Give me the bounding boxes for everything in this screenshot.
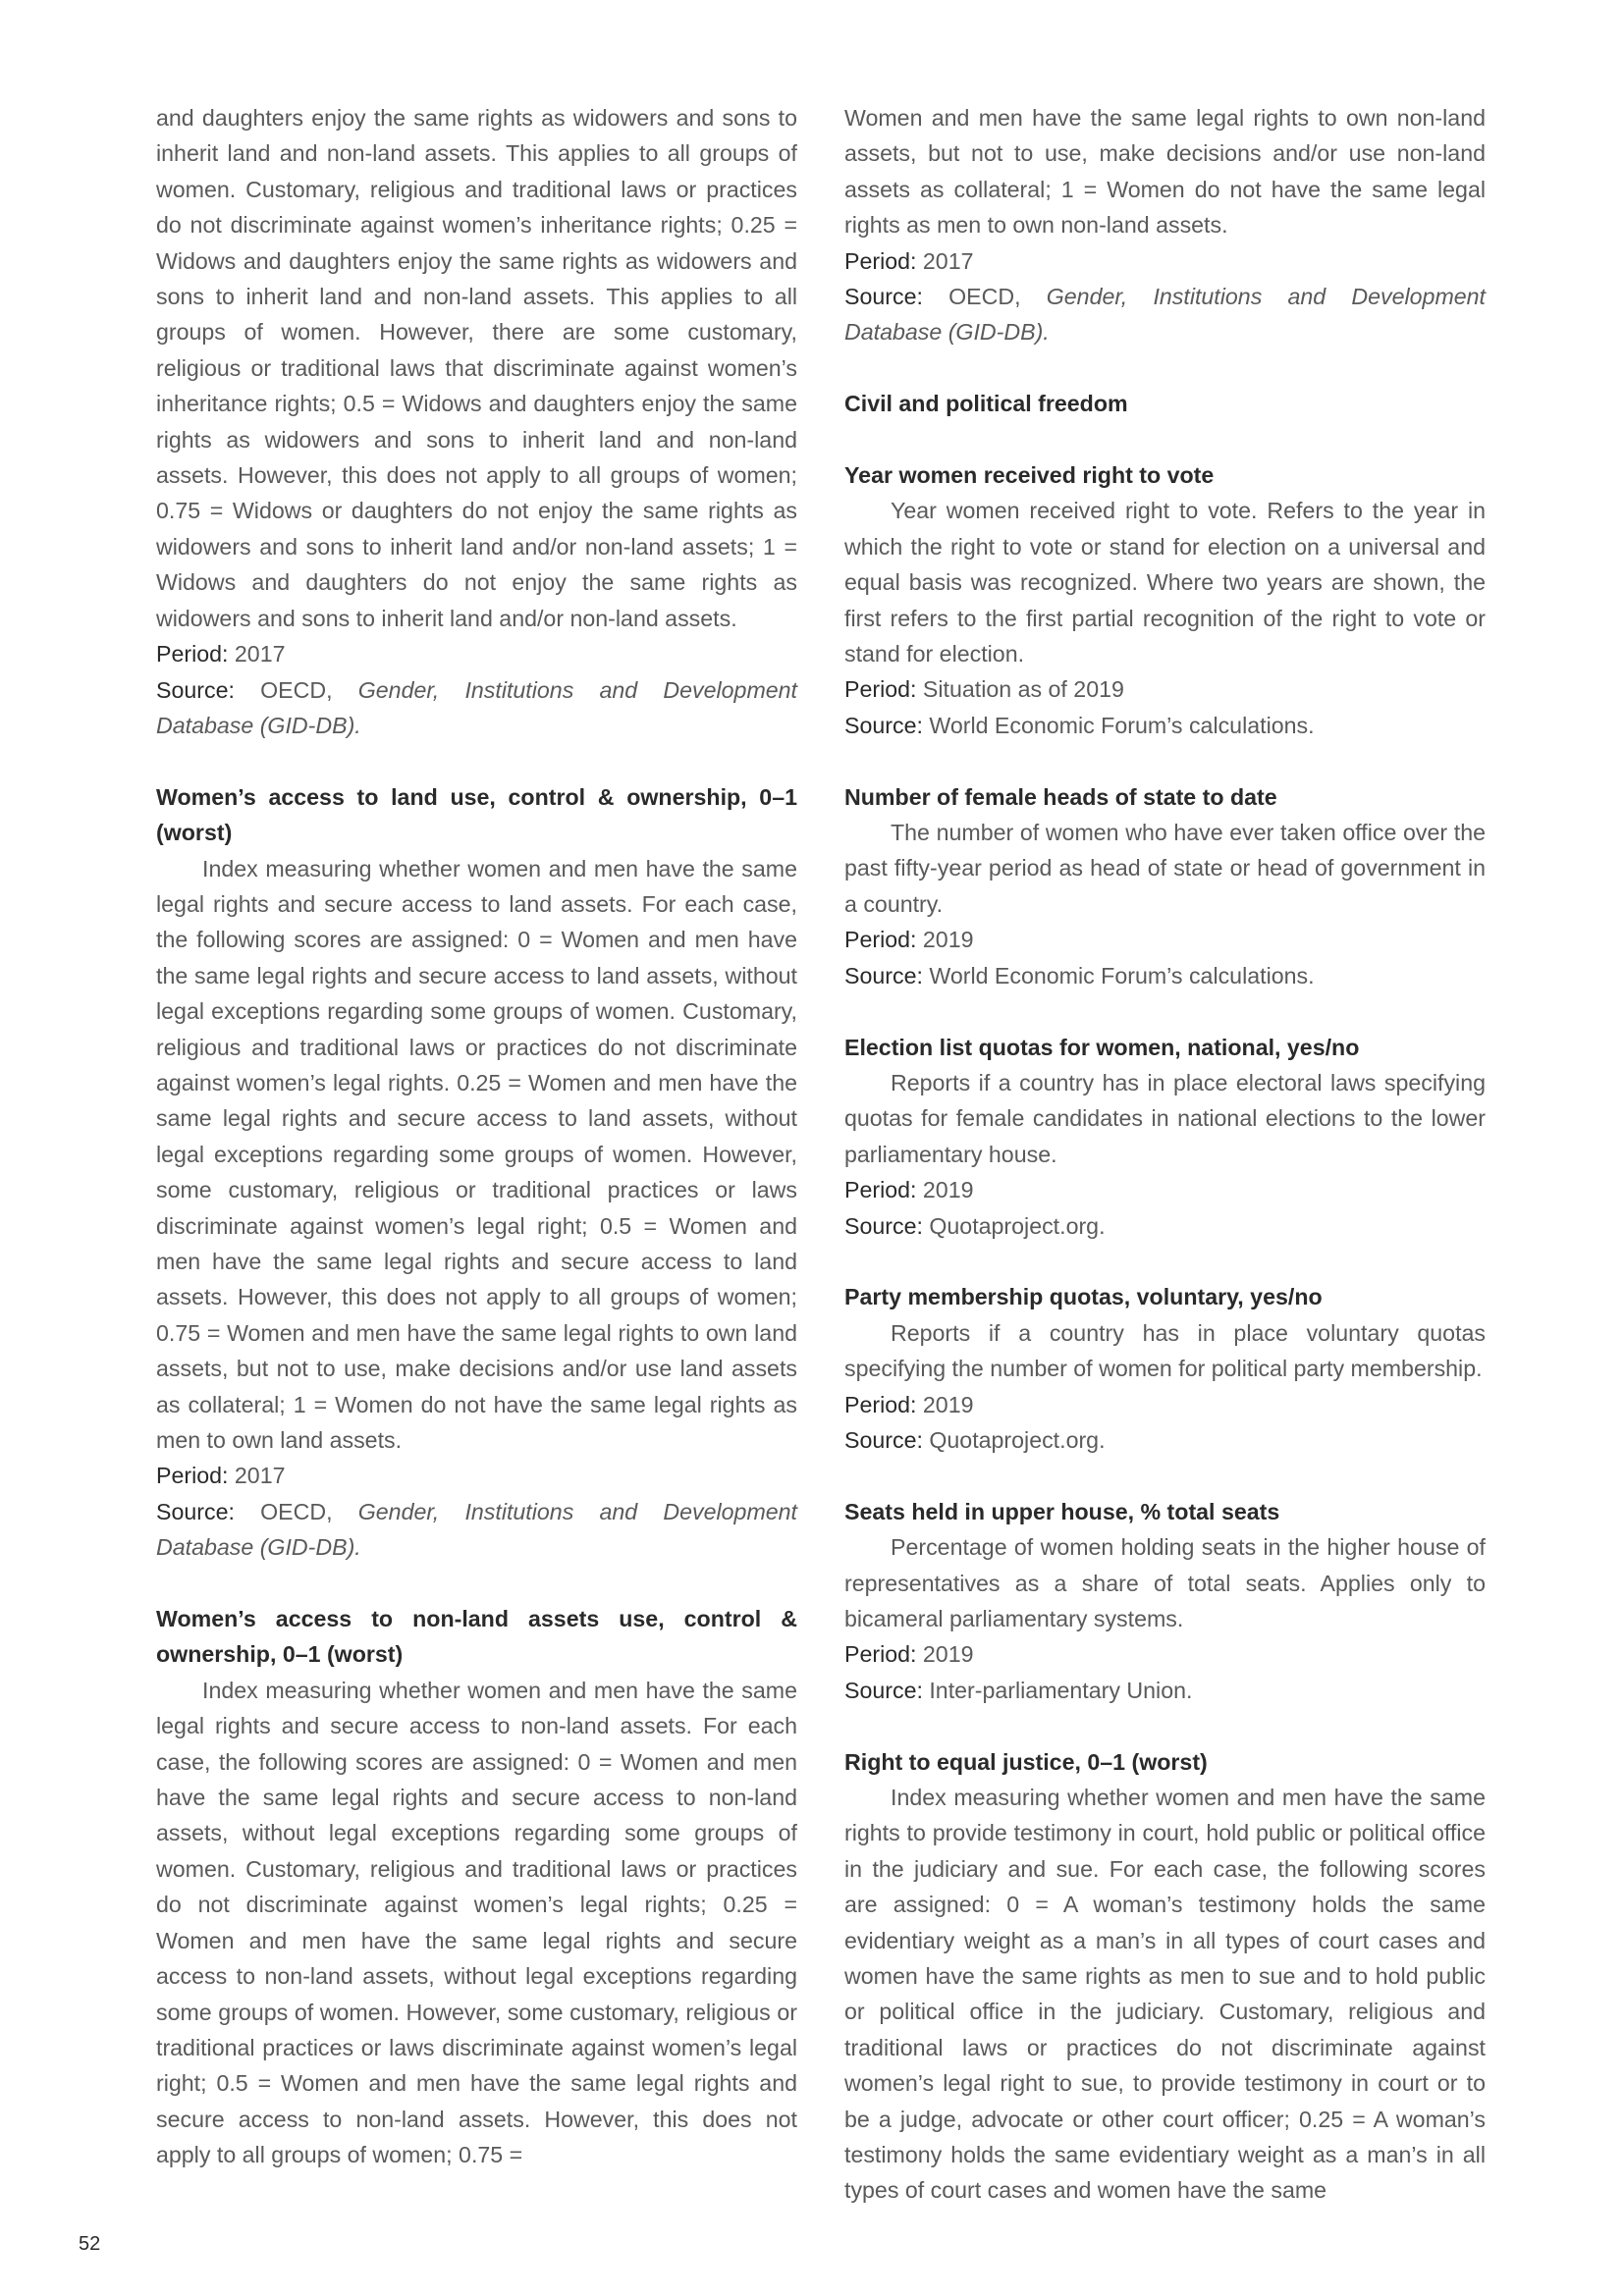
election-quotas-text: Reports if a country has in place electoral laws specifying quotas for female candidates in national elections to the lower parliamentary house. <box>844 1069 1486 1167</box>
source-line <box>156 672 797 744</box>
right-to-vote-heading: Year women received right to vote <box>844 462 1215 489</box>
inheritance-continuation-text: and daughters enjoy the same rights as widowers and sons to inherit land and non-land assets. This applies to all groups of women. Customary, religious and traditional laws or practices do not discriminate against women’s inheritance rights; 0.25 = Widows and daughters enjoy the same rights as widowers and sons to inherit land and non-land assets. This applies to all groups of women. However, there are some customary, religious or traditional laws that discriminate against women’s inheritance rights; 0.5 = Widows and daughters enjoy the same rights as widowers and sons to inherit land and non-land assets. However, this does not apply to all groups of women; 0.75 = Widows or daughters do not enjoy the same rights as widowers and sons to inherit land and/or non-land assets; 1 = Widows and daughters do not enjoy the same rights as widowers and sons to inherit land and/or non-land assets. <box>156 105 797 631</box>
source-line <box>844 279 1486 350</box>
period-line <box>844 243 1486 279</box>
party-quotas-heading: Party membership quotas, voluntary, yes/no <box>844 1284 1323 1310</box>
period-label: Period: <box>844 1641 917 1668</box>
source-label: Source: <box>156 1498 235 1524</box>
source-title: Gender, Institutions and Development Database (GID-DB). <box>156 676 797 738</box>
section-heading: Civil and political freedom <box>844 391 1128 417</box>
period-value: 2019 <box>916 1391 974 1417</box>
source-label: Source: <box>844 284 923 310</box>
right-to-vote-text: Year women received right to vote. Refers to the year in which the right to vote or stand for election on a universal and equal basis was recognized. Where two years are shown, the first refers to the first partial recognition of the right to vote or stand for election. <box>844 498 1486 667</box>
non-land-access-text: Index measuring whether women and men have the same legal rights and secure access to non-land assets. For each case, the following scores are assigned: 0 = Women and men have the same legal rights and secure access to non-land assets, without legal exceptions regarding some groups of women. Customary, religious and traditional laws or practices do not discriminate against women’s legal rights; 0.25 = Women and men have the same legal rights and secure access to non-land assets, without legal exceptions regarding some groups of women. However, some customary, religious or traditional practices or laws discriminate against women’s legal right; 0.5 = Women and men have the same legal rights and secure access to non-land assets. However, this does not apply to all groups of women; 0.75 = <box>156 1677 797 2168</box>
page-number: 52 <box>79 2233 101 2255</box>
period-label: Period: <box>844 247 917 274</box>
spacer <box>844 350 1486 386</box>
non-land-continuation-text: Women and men have the same legal rights to own non-land assets, but not to use, make decisions and/or use non-land assets as collateral; 1 = Women do not have the same legal rights as men to own non-land assets. <box>844 105 1486 239</box>
period-label: Period: <box>844 1391 917 1417</box>
spacer <box>844 1244 1486 1279</box>
source-value: Quotaproject.org. <box>922 1212 1106 1239</box>
period-line <box>156 1458 797 1493</box>
period-value: 2019 <box>916 927 974 953</box>
period-line <box>844 671 1486 707</box>
source-line <box>844 958 1486 993</box>
source-value: World Economic Forum’s calculations. <box>922 962 1315 988</box>
source-title: Gender, Institutions and Development Database (GID-DB). <box>156 1498 797 1561</box>
election-quotas-heading: Election list quotas for women, national, yes/no <box>844 1034 1360 1060</box>
period-label: Period: <box>844 676 917 703</box>
source-line <box>844 708 1486 743</box>
source-label: Source: <box>844 1677 923 1703</box>
period-label: Period: <box>156 1463 229 1489</box>
period-value: 2019 <box>916 1641 974 1668</box>
source-line <box>844 1208 1486 1244</box>
source-label: Source: <box>844 712 923 738</box>
source-org: OECD, <box>234 1498 358 1524</box>
upper-house-seats-heading: Seats held in upper house, % total seats <box>844 1498 1280 1524</box>
source-label: Source: <box>156 676 235 703</box>
period-line <box>844 1172 1486 1207</box>
period-line <box>844 1387 1486 1422</box>
period-label: Period: <box>156 641 229 667</box>
upper-house-seats-text: Percentage of women holding seats in the higher house of representatives as a share of total seats. Applies only to bicameral parliamentary systems. <box>844 1534 1486 1631</box>
source-title: Gender, Institutions and Development Database (GID-DB). <box>844 284 1486 346</box>
source-line <box>844 1673 1486 1708</box>
source-label: Source: <box>844 1426 923 1453</box>
female-heads-text: The number of women who have ever taken office over the past fifty-year period as head of state or head of government in a country. <box>844 820 1486 917</box>
party-quotas-text: Reports if a country has in place voluntary quotas specifying the number of women for political party membership. <box>844 1319 1486 1382</box>
source-value: Quotaproject.org. <box>922 1426 1106 1453</box>
left-column <box>156 100 797 2173</box>
source-label: Source: <box>844 1212 923 1239</box>
spacer <box>156 1566 797 1601</box>
spacer <box>844 993 1486 1029</box>
period-line <box>844 1636 1486 1672</box>
period-value: 2017 <box>916 247 974 274</box>
source-org: OECD, <box>922 284 1047 310</box>
right-column <box>844 100 1486 2209</box>
spacer <box>844 743 1486 778</box>
spacer <box>844 1458 1486 1493</box>
land-access-heading: Women’s access to land use, control & ownership, 0–1 (worst) <box>156 783 797 846</box>
period-value: 2017 <box>228 641 286 667</box>
female-heads-heading: Number of female heads of state to date <box>844 783 1277 810</box>
spacer <box>844 1708 1486 1743</box>
source-label: Source: <box>844 962 923 988</box>
non-land-access-heading: Women’s access to non-land assets use, control & ownership, 0–1 (worst) <box>156 1606 797 1668</box>
spacer <box>156 743 797 778</box>
spacer <box>844 422 1486 457</box>
period-value: 2019 <box>916 1177 974 1203</box>
source-org: OECD, <box>234 676 358 703</box>
period-value: 2017 <box>228 1463 286 1489</box>
source-line <box>844 1422 1486 1458</box>
period-line <box>844 922 1486 957</box>
equal-justice-heading: Right to equal justice, 0–1 (worst) <box>844 1748 1208 1775</box>
period-value: Situation as of 2019 <box>916 676 1124 703</box>
source-line <box>156 1494 797 1566</box>
period-line <box>156 636 797 671</box>
source-value: World Economic Forum’s calculations. <box>922 712 1315 738</box>
period-label: Period: <box>844 927 917 953</box>
land-access-text: Index measuring whether women and men have the same legal rights and secure access to land assets. For each case, the following scores are assigned: 0 = Women and men have the same legal rights and secure access to land assets, without legal exceptions regarding some groups of women. Customary, religious and traditional laws or practices do not discriminate against women’s legal rights. 0.25 = Women and men have the same legal rights and secure access to land assets, without legal exceptions regarding some groups of women. However, some customary, religious or traditional practices or laws discriminate against women’s legal right; 0.5 = Women and men have the same legal rights and secure access to land assets. However, this does not apply to all groups of women; 0.75 = Women and men have the same legal rights to own land assets, but not to use, make decisions and/or use land assets as collateral; 1 = Women do not have the same legal rights as men to own land assets. <box>156 855 797 1454</box>
equal-justice-text: Index measuring whether women and men have the same rights to provide testimony in court, hold public or political office in the judiciary and sue. For each case, the following scores are assigned: 0 = A woman’s testimony holds the same evidentiary weight as a man’s in all types of court cases and women have the same rights as men to sue and to hold public or political office in the judiciary. Customary, religious and traditional laws or practices do not discriminate against women’s legal right to sue, to provide testimony in court or to be a judge, advocate or other court officer; 0.25 = A woman’s testimony holds the same evidentiary weight as a man’s in all types of court cases and women have the same <box>844 1784 1486 2204</box>
source-value: Inter-parliamentary Union. <box>922 1677 1193 1703</box>
period-label: Period: <box>844 1177 917 1203</box>
